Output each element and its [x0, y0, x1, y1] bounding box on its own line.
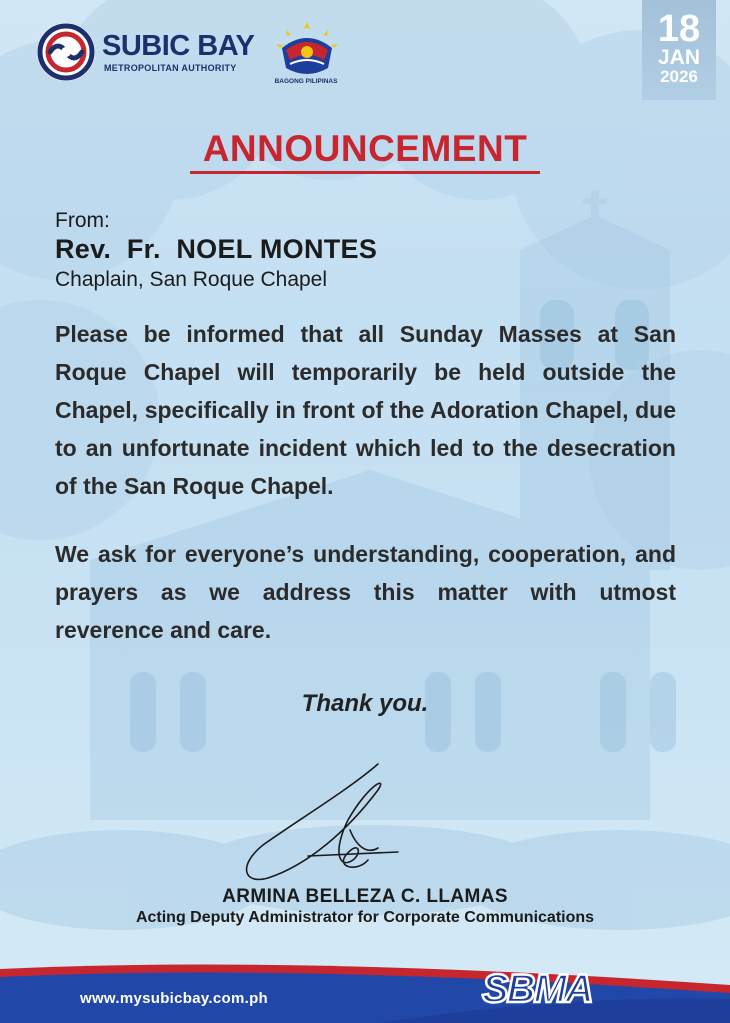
sbma-logo-icon: [36, 22, 96, 82]
sbma-wordmark-text: SBMA: [482, 967, 592, 1008]
date-year: 2026: [660, 67, 698, 86]
sender-title: Chaplain, San Roque Chapel: [55, 268, 328, 291]
announcement-title: ANNOUNCEMENT: [202, 128, 528, 169]
signature-icon: [228, 760, 428, 890]
date-day: 18: [657, 8, 701, 50]
signatory-title: Acting Deputy Administrator for Corporate Communications: [135, 909, 595, 926]
body-paragraph-2: We ask for everyone’s understanding, cooperation, and prayers as we address this matter with utmost reverence and care.: [55, 541, 676, 643]
signatory-name: ARMINA BELLEZA C. LLAMAS: [222, 886, 508, 907]
brand-name: SUBIC BAY: [102, 30, 255, 62]
from-label: From:: [55, 209, 110, 232]
closing-thanks: Thank you.: [301, 690, 429, 717]
bagong-pilipinas-logo-icon: [272, 20, 342, 80]
date-month: JAN: [657, 46, 700, 69]
footer-band: [0, 955, 730, 1023]
brand-subtitle: METROPOLITAN AUTHORITY: [104, 63, 237, 73]
bagong-pilipinas-label: BAGONG PILIPINAS: [274, 78, 338, 85]
body-paragraph-1: Please be informed that all Sunday Masses at San Roque Chapel will temporarily be held outside the Chapel, specifically in front of the Adoration Chapel, due to an unfortunate incident which led to the desecration of the San Roque Chapel.: [55, 321, 676, 499]
website-link[interactable]: www.mysubicbay.com.ph: [80, 990, 269, 1007]
sender-name: Rev. Fr. NOEL MONTES: [55, 234, 378, 264]
date-badge: [642, 0, 716, 100]
sbma-wordmark-icon: [478, 964, 618, 1008]
title-underline: [190, 171, 540, 174]
